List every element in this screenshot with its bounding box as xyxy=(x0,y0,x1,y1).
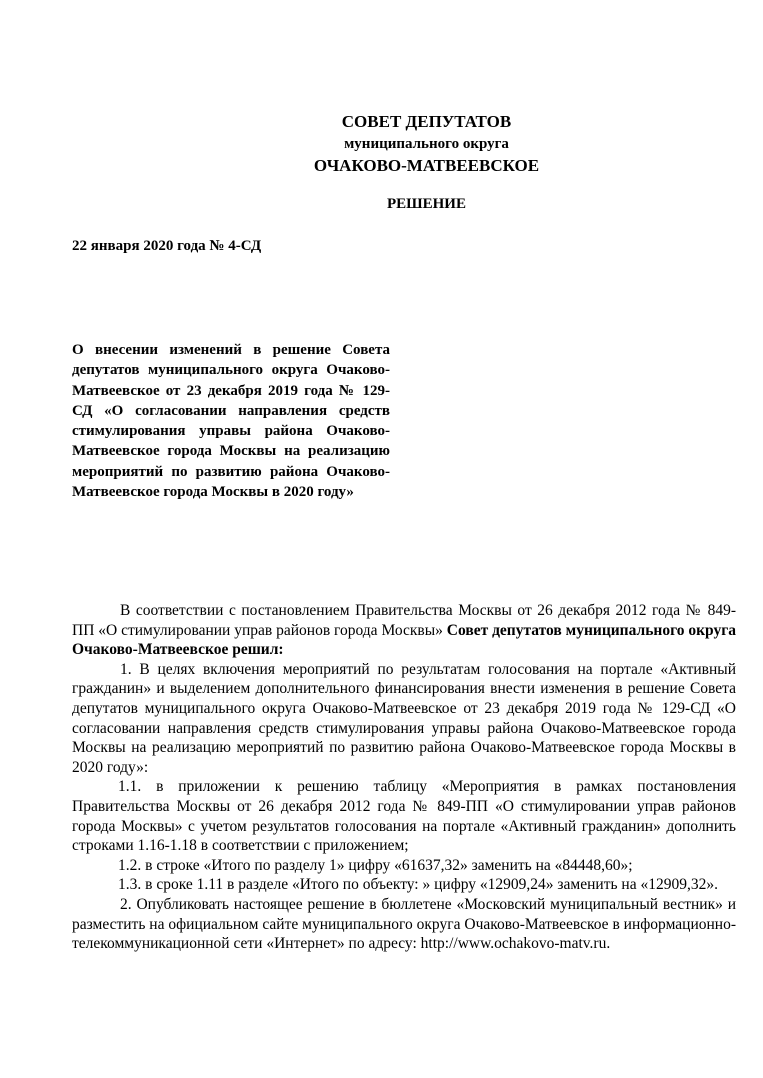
item-1-2: 1.2. в строке «Итого по разделу 1» цифру «61637,32» заменить на «84448,60»; xyxy=(118,856,633,874)
item-1-1: 1.1. в приложении к решению таблицу «Мероприятия в рамках постановления Правительства Москвы от 26 декабря 2012 года № 849-ПП «О стимулировании управ районов города Москвы» с учетом результатов голосования на портале «Активный гражданин» дополнить строками 1.16-1.18 в соответствии с приложением; xyxy=(72,778,736,855)
district-title: ОЧАКОВО-МАТВЕЕВСКОЕ xyxy=(313,156,540,175)
okrug-subtitle: муниципального округа xyxy=(344,136,509,152)
decision-date-number: 22 января 2020 года № 4-СД xyxy=(72,238,262,254)
item-2: 2. Опубликовать настоящее решение в бюллетене «Московский муниципальный вестник» и разместить на официальном сайте муниципального округа Очаково-Матвеевское в информационно-телекоммуникационной сети «Интернет» по адресу: http://www.ochakovo-matv.ru. xyxy=(72,895,736,953)
preamble-paragraph xyxy=(72,601,736,660)
preamble-resolution: Совет депутатов муниципального округа Очаково-Матвеевское решил: xyxy=(72,621,737,659)
decision-subject: О внесении изменений в решение Совета депутатов муниципального округа Очаково-Матвеевское от 23 декабря 2019 года № 129-СД «О согласовании направления средств стимулирования управы района Очаково-Матвеевское города Москвы на реализацию мероприятий по развитию района Очаково-Матвеевское города Москвы в 2020 году» xyxy=(72,342,390,501)
item-1: 1. В целях включения мероприятий по результатам голосования на портале «Активный гражданин» и выделением дополнительного финансирования внести изменения в решение Совета депутатов муниципального округа Очаково-Матвеевское от 23 декабря 2019 года № 129-СД «О согласовании направления средств стимулирования управы района Очаково-Матвеевское города Москвы на реализацию мероприятий по развитию района Очаково-Матвеевское города Москвы в 2020 году»: xyxy=(72,660,736,776)
council-title: СОВЕТ ДЕПУТАТОВ xyxy=(341,112,512,131)
item-1-3: 1.3. в сроке 1.11 в разделе «Итого по объекту: » цифру «12909,24» заменить на «12909,32». xyxy=(118,876,718,894)
preamble-text: В соответствии с постановлением Правительства Москвы от 26 декабря 2012 года № 849-ПП «О стимулировании управ районов города Москвы» xyxy=(72,602,736,639)
decision-body xyxy=(72,601,736,954)
decision-heading: РЕШЕНИЕ xyxy=(387,196,466,212)
